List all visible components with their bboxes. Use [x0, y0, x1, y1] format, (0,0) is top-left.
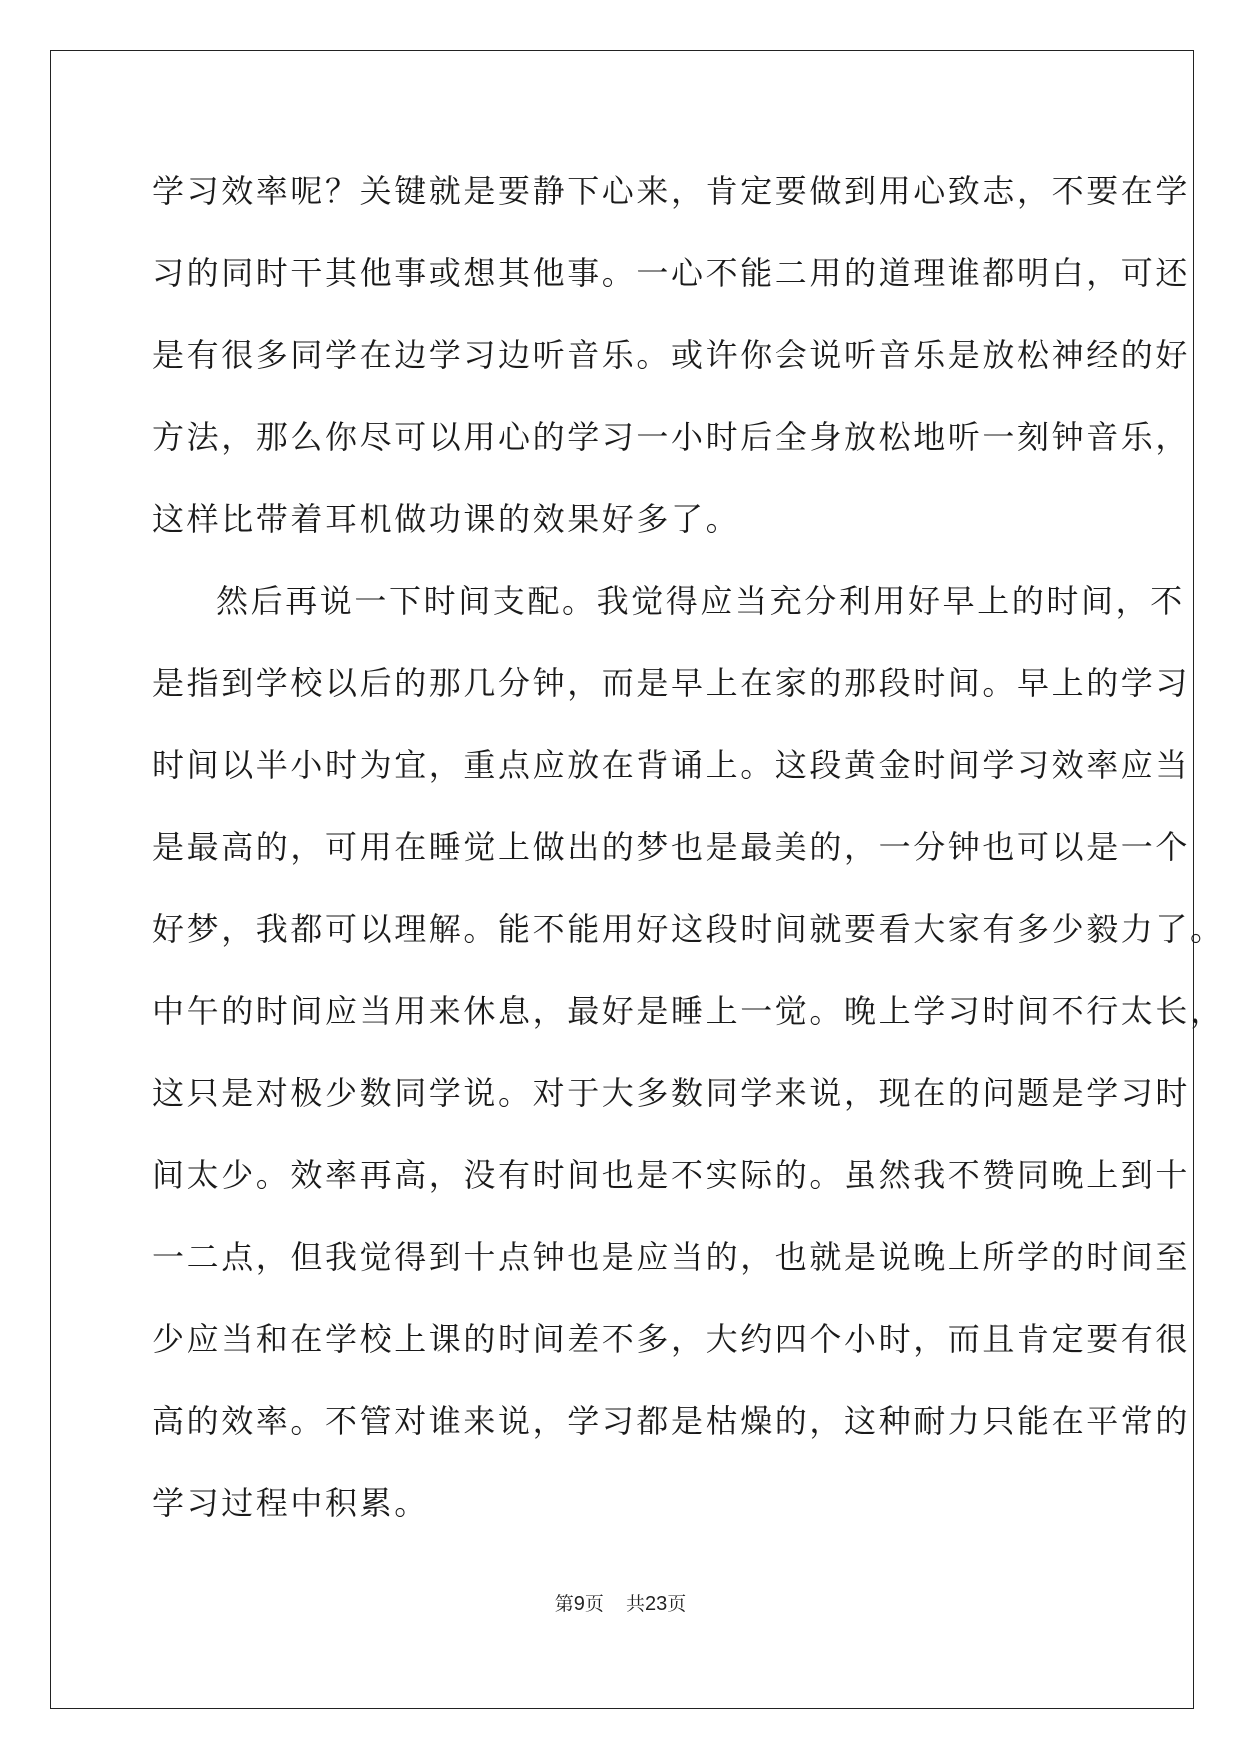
text-line: 是有很多同学在边学习边听音乐。或许你会说听音乐是放松神经的好 — [152, 336, 1191, 374]
page-prefix: 第 — [554, 1593, 574, 1615]
text-line: 方法，那么你尽可以用心的学习一小时后全身放松地听一刻钟音乐， — [152, 418, 1191, 456]
text-line: 是最高的，可用在睡觉上做出的梦也是最美的，一分钟也可以是一个 — [152, 828, 1191, 866]
total-prefix: 共 — [625, 1593, 645, 1615]
total-pages: 23 — [644, 1593, 668, 1615]
text-line: 学习效率呢？关键就是要静下心来，肯定要做到用心致志，不要在学 — [152, 172, 1191, 210]
text-line: 好梦，我都可以理解。能不能用好这段时间就要看大家有多少毅力了。 — [152, 910, 1225, 948]
text-line: 时间以半小时为宜，重点应放在背诵上。这段黄金时间学习效率应当 — [152, 746, 1191, 784]
page-number: 9 — [573, 1593, 585, 1615]
text-line: 这样比带着耳机做功课的效果好多了。 — [152, 500, 741, 538]
text-line: 中午的时间应当用来休息，最好是睡上一觉。晚上学习时间不行太长， — [152, 992, 1225, 1030]
text-line: 高的效率。不管对谁来说，学习都是枯燥的，这种耐力只能在平常的 — [152, 1402, 1191, 1440]
page-footer — [0, 1592, 1241, 1616]
text-line: 习的同时干其他事或想其他事。一心不能二用的道理谁都明白，可还 — [152, 254, 1191, 292]
page-suffix: 页 — [584, 1593, 604, 1615]
text-line: 一二点，但我觉得到十点钟也是应当的，也就是说晚上所学的时间至 — [152, 1238, 1191, 1276]
text-line: 学习过程中积累。 — [152, 1484, 429, 1522]
document-body — [152, 150, 1225, 1544]
text-line: 少应当和在学校上课的时间差不多，大约四个小时，而且肯定要有很 — [152, 1320, 1191, 1358]
text-line: 这只是对极少数同学说。对于大多数同学来说，现在的问题是学习时 — [152, 1074, 1191, 1112]
total-suffix: 页 — [667, 1593, 687, 1615]
text-line: 然后再说一下时间支配。我觉得应当充分利用好早上的时间，不 — [216, 582, 1185, 620]
text-line: 是指到学校以后的那几分钟，而是早上在家的那段时间。早上的学习 — [152, 664, 1191, 702]
text-line: 间太少。效率再高，没有时间也是不实际的。虽然我不赞同晚上到十 — [152, 1156, 1191, 1194]
